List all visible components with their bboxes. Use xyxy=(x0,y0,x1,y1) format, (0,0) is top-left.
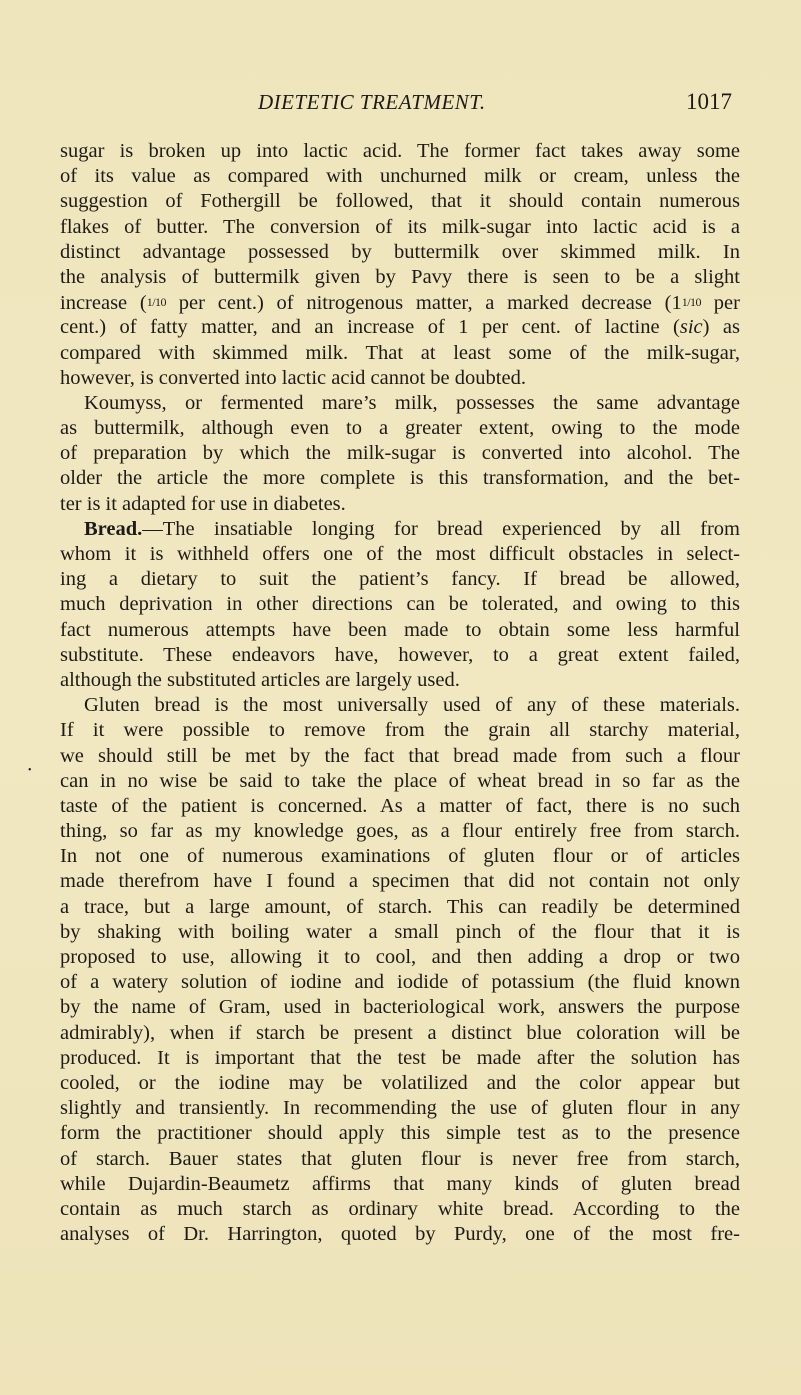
text-line: Gluten bread is the most universally used of any of these materials. xyxy=(84,694,740,717)
text-line: slightly and transiently. In recommending the use of gluten flour in any xyxy=(60,1097,740,1120)
text-line: by the name of Gram, used in bacteriological work, answers the purpose xyxy=(60,996,740,1019)
text-line xyxy=(60,315,740,340)
text-line: however, is converted into lactic acid cannot be doubted. xyxy=(60,366,526,389)
text-run: increase ( xyxy=(60,292,147,315)
text-line: as buttermilk, although even to a greater extent, owing to the mode xyxy=(60,417,740,440)
running-title: DIETETIC TREATMENT. xyxy=(258,90,486,114)
text-line: while Dujardin-Beaumetz affirms that many kinds of gluten bread xyxy=(60,1172,740,1195)
text-line: If it were possible to remove from the grain all starchy material, xyxy=(60,719,740,742)
text-line: ing a dietary to suit the patient’s fancy. If bread be allowed, xyxy=(60,568,740,591)
text-line: of starch. Bauer states that gluten flour is never free from starch, xyxy=(60,1147,740,1170)
text-line: older the article the more complete is this transformation, and the bet- xyxy=(60,467,740,490)
text-run: ) as xyxy=(702,316,740,339)
text-line: flakes of butter. The conversion of its milk-sugar into lactic acid is a xyxy=(60,215,740,238)
text-run: cent.) of fatty matter, and an increase of 1 per cent. of lactine ( xyxy=(60,316,680,339)
text-line: much deprivation in other directions can be tolerated, and owing to this xyxy=(60,593,740,616)
text-line: suggestion of Fothergill be followed, that it should contain numerous xyxy=(60,190,740,213)
margin-mark: • xyxy=(28,765,32,776)
text-line: substitute. These endeavors have, however, to a great extent failed, xyxy=(60,643,740,666)
text-line: produced. It is important that the test be made after the solution has xyxy=(60,1046,740,1069)
text-line: although the substituted articles are largely used. xyxy=(60,668,460,691)
text-run: per xyxy=(701,292,740,315)
page-number: 1017 xyxy=(686,89,732,114)
text-line: can in no wise be said to take the place of wheat bread in so far as the xyxy=(60,769,740,792)
text-line: fact numerous attempts have been made to obtain some less harmful xyxy=(60,618,740,641)
text-line: of preparation by which the milk-sugar is converted into alcohol. The xyxy=(60,442,740,465)
text-line: of its value as compared with unchurned milk or cream, unless the xyxy=(60,165,740,188)
italic-run: sic xyxy=(679,316,703,339)
text-line: ter is it adapted for use in diabetes. xyxy=(60,492,346,515)
text-line: taste of the patient is concerned. As a matter of fact, there is no such xyxy=(60,794,740,817)
text-line: a trace, but a large amount, of starch. This can readily be determined xyxy=(60,895,740,918)
text-line: admirably), when if starch be present a distinct blue coloration will be xyxy=(60,1021,740,1044)
text-run: per cent.) of nitrogenous matter, a marked decrease (1 xyxy=(166,292,682,315)
text-line xyxy=(60,290,740,315)
running-head xyxy=(0,90,801,126)
text-line: of a watery solution of iodine and iodide of potassium (the fluid known xyxy=(60,971,740,994)
body-text xyxy=(60,139,740,1247)
text-line: we should still be met by the fact that bread made from such a flour xyxy=(60,744,740,767)
text-run: —The insatiable longing for bread experienced by all from xyxy=(142,517,740,540)
text-line: made therefrom have I found a specimen that did not contain not only xyxy=(60,870,740,893)
text-line: whom it is withheld offers one of the most difficult obstacles in select- xyxy=(60,543,740,565)
text-line: distinct advantage possessed by buttermilk over skimmed milk. In xyxy=(60,240,740,263)
fraction: 1/10 xyxy=(681,295,702,310)
text-line xyxy=(60,517,740,542)
text-line: form the practitioner should apply this simple test as to the presence xyxy=(60,1122,740,1145)
text-line: thing, so far as my knowledge goes, as a flour entirely free from starch. xyxy=(60,820,740,843)
text-line: compared with skimmed milk. That at least some of the milk-sugar, xyxy=(60,341,740,364)
text-line: proposed to use, allowing it to cool, and then adding a drop or two xyxy=(60,946,740,968)
text-line: contain as much starch as ordinary white bread. According to the xyxy=(60,1197,740,1220)
text-line: analyses of Dr. Harrington, quoted by Purdy, one of the most fre- xyxy=(60,1223,740,1246)
text-line: by shaking with boiling water a small pinch of the flour that it is xyxy=(60,920,740,943)
text-line: cooled, or the iodine may be volatilized and the color appear but xyxy=(60,1071,740,1094)
fraction: 1/10 xyxy=(146,295,167,310)
text-line: In not one of numerous examinations of gluten flour or of articles xyxy=(60,845,740,868)
text-line: sugar is broken up into lactic acid. The former fact takes away some xyxy=(60,140,740,162)
text-line: Koumyss, or fermented mare’s milk, possesses the same advantage xyxy=(84,391,740,414)
section-heading: Bread. xyxy=(84,517,143,540)
text-line: the analysis of buttermilk given by Pavy there is seen to be a slight xyxy=(60,265,740,288)
